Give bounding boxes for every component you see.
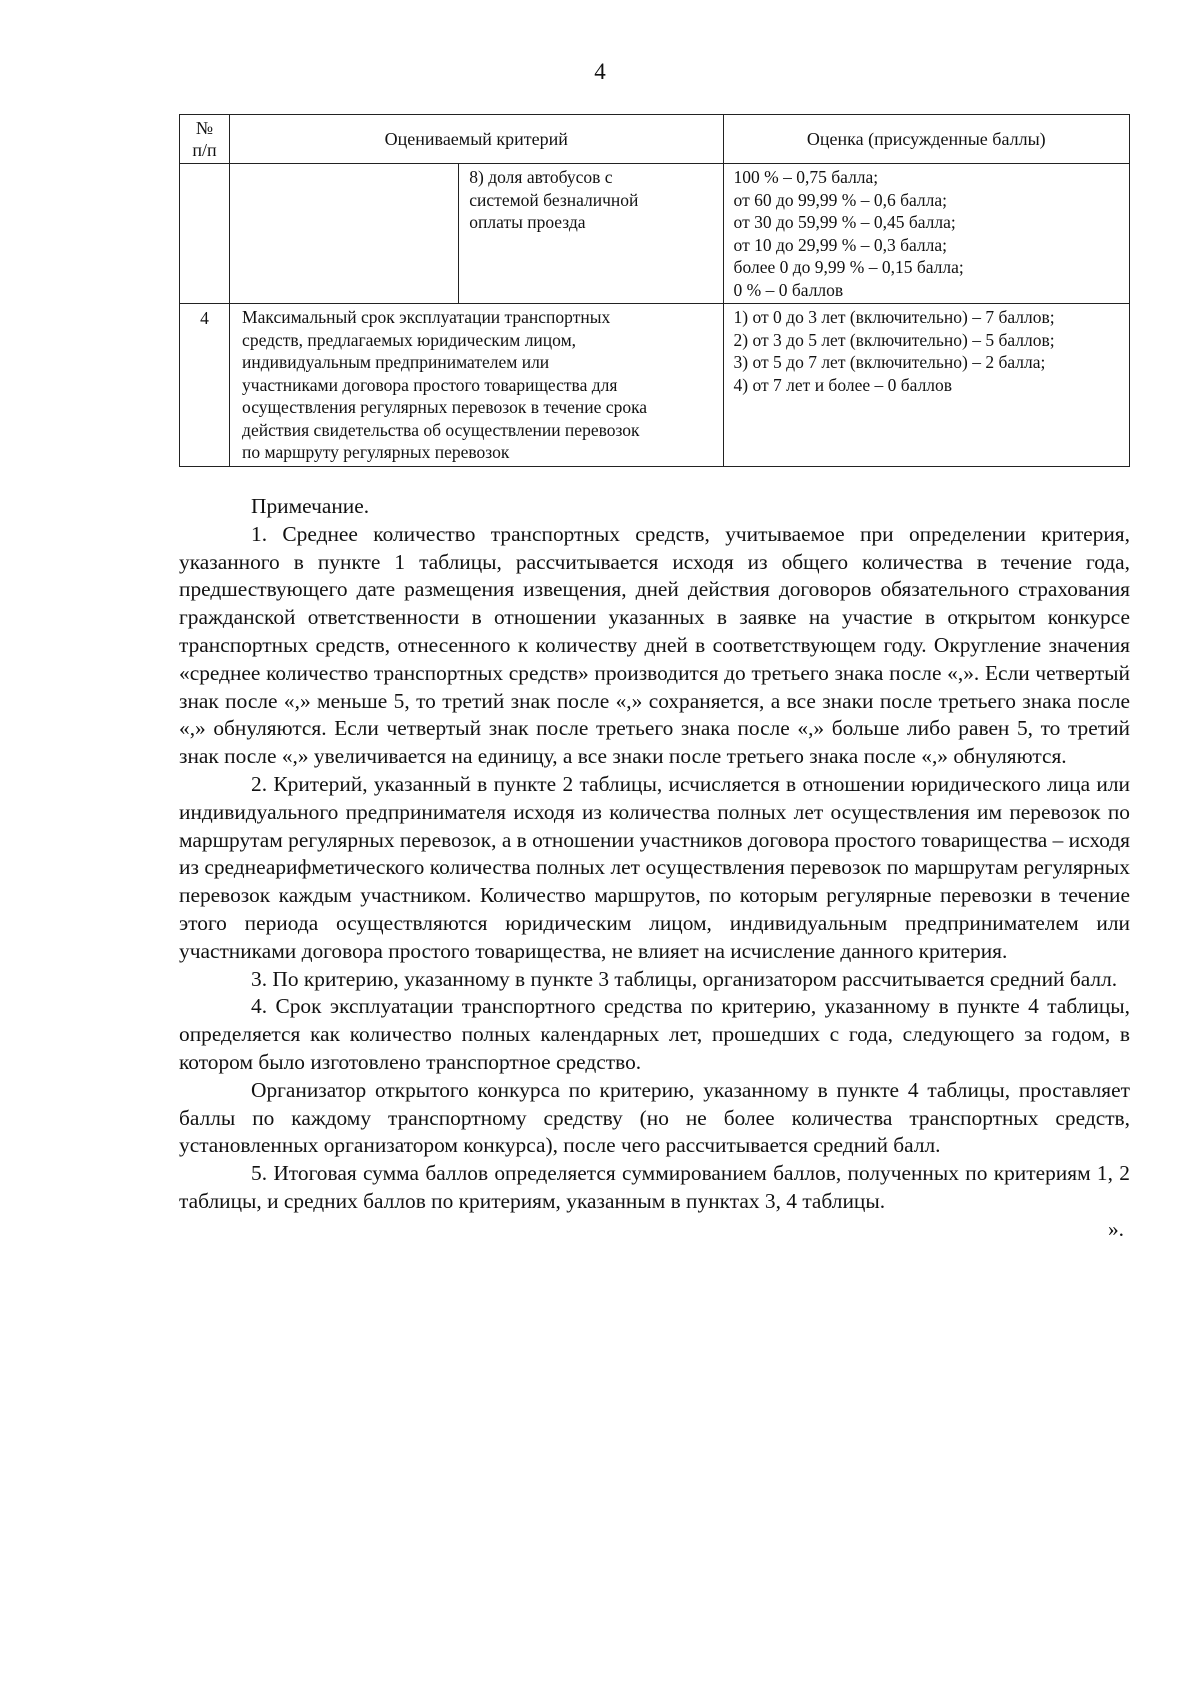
note-paragraph-5: 5. Итоговая сумма баллов определяется суммированием баллов, полученных по критериям 1, 2 таблицы, и средних баллов по критериям, указанным в пунктах 3, 4 таблицы.: [179, 1161, 1130, 1213]
table-header-row: [180, 115, 1130, 164]
subcriterion-cell: 8) доля автобусов с системой безналичной оплаты проезда: [459, 164, 723, 304]
notes-title: Примечание.: [251, 494, 370, 518]
closing-quote: ».: [1107, 1216, 1124, 1241]
row-number-cell: [180, 164, 230, 304]
score-line: от 30 до 59,99 % – 0,45 балла;: [733, 212, 956, 232]
table-row: [180, 164, 1130, 304]
criterion-cell: Максимальный срок эксплуатации транспортных средств, предлагаемых юридическим лицом, индивидуальным предпринимателем или участниками договора простого товарищества для осуществления регулярных перевозок в течение срока действия свидетельства об осуществлении перевозок по маршруту регулярных перевозок: [230, 304, 724, 467]
score-line: 1) от 0 до 3 лет (включительно) – 7 баллов;: [733, 307, 1055, 327]
score-line: 100 % – 0,75 балла;: [733, 167, 879, 187]
criterion-cell-empty: [230, 164, 459, 304]
table-row: [180, 304, 1130, 467]
score-line: более 0 до 9,99 % – 0,15 балла;: [733, 257, 964, 277]
row-number-cell: 4: [180, 304, 230, 467]
note-paragraph-3: 3. По критерию, указанному в пункте 3 таблицы, организатором рассчитывается средний балл.: [251, 966, 1118, 991]
note-paragraph-1: 1. Среднее количество транспортных средств, учитываемое при определении критерия, указанного в пункте 1 таблицы, рассчитывается исходя из общего количества в течение года, предшествующего дате размещения извещения, дней действия договоров обязательного страхования гражданской ответственности в отношении указанных в заявке на участие в открытом конкурсе транспортных средств, отнесенного к количеству дней в соответствующем году. Округление значения «среднее количество транспортных средств» производится до третьего знака после «,». Если четвертый знак после «,» меньше 5, то третий знак после «,» сохраняется, а все знаки после третьего знака после «,» обнуляются. Если четвертый знак после третьего знака после «,» больше либо равен 5, то третий знак после «,» увеличивается на единицу, а все знаки после третьего знака после «,» обнуляются.: [179, 521, 1130, 769]
note-paragraph-4: 4. Срок эксплуатации транспортного средства по критерию, указанному в пункте 4 таблицы, определяется как количество полных календарных лет, прошедших с года, следующего за годом, в котором было изготовлено транспортное средство.: [179, 994, 1130, 1074]
criteria-table: [179, 114, 1130, 467]
score-line: 4) от 7 лет и более – 0 баллов: [733, 374, 953, 395]
score-line: 0 % – 0 баллов: [733, 279, 844, 300]
note-paragraph-2: 2. Критерий, указанный в пункте 2 таблицы, исчисляется в отношении юридического лица или индивидуального предпринимателя исходя из количества полных лет осуществления им перевозок по маршрутам регулярных перевозок, а в отношении участников договора простого товарищества – исходя из среднеарифметического количества полных лет осуществления перевозок по маршрутам регулярных перевозок каждым участником. Количество маршрутов, по которым регулярные перевозки в течение этого периода осуществляются юридическим лицом, индивидуальным предпринимателем или участниками договора простого товарищества, не влияет на исчисление данного критерия.: [179, 771, 1131, 963]
note-paragraph-4-organizer: Организатор открытого конкурса по критерию, указанному в пункте 4 таблицы, проставляет баллы по каждому транспортному средству (но не более количества транспортных средств, установленных организатором конкурса), после чего рассчитывается средний балл.: [179, 1077, 1130, 1158]
score-line: 3) от 5 до 7 лет (включительно) – 2 балла;: [733, 352, 1046, 372]
page-number: 4: [594, 59, 606, 84]
header-score: Оценка (присужденные баллы): [723, 115, 1129, 164]
score-cell: [723, 164, 1129, 304]
score-line: 2) от 3 до 5 лет (включительно) – 5 баллов;: [733, 329, 1055, 350]
header-number: № п/п: [180, 115, 230, 164]
notes-section: [179, 493, 1130, 1244]
header-criterion: Оцениваемый критерий: [230, 115, 724, 164]
score-cell: [723, 304, 1129, 467]
score-line: от 60 до 99,99 % – 0,6 балла;: [733, 189, 947, 210]
score-line: от 10 до 29,99 % – 0,3 балла;: [733, 234, 947, 255]
